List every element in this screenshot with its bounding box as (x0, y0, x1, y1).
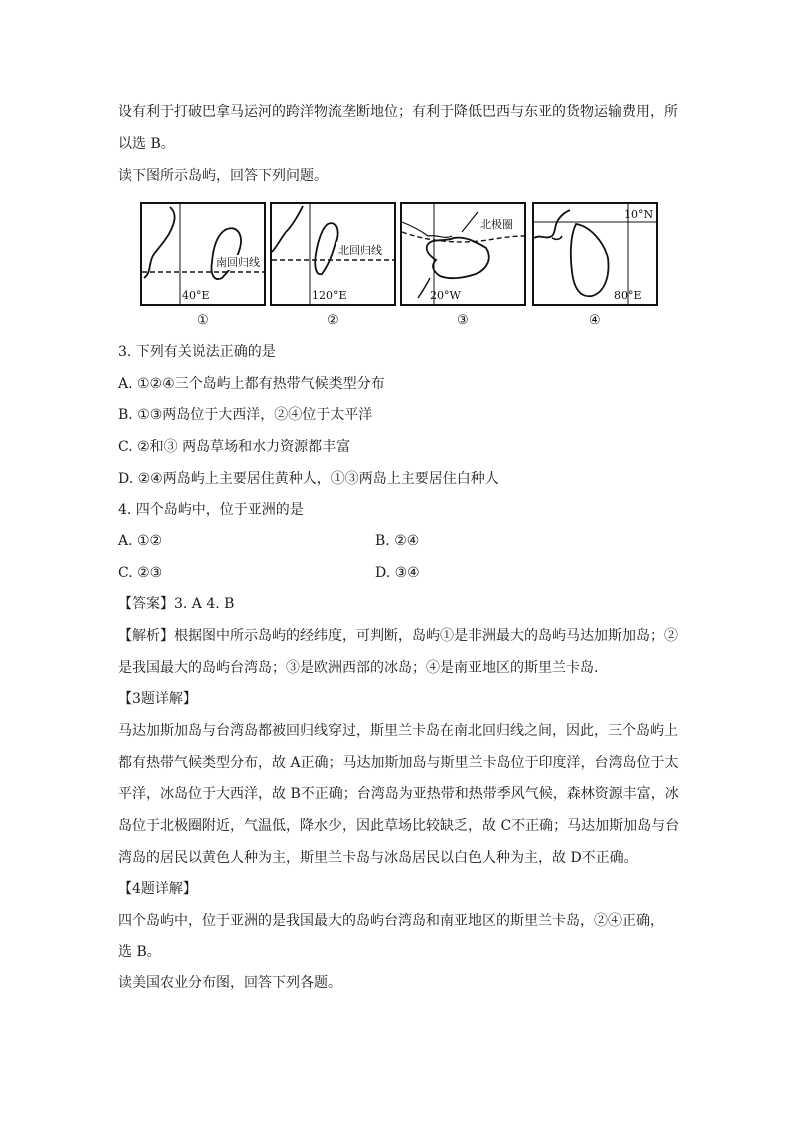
detail4-line-1: 四个岛屿中，位于亚洲的是我国最大的岛屿台湾岛和南亚地区的斯里兰卡岛，②④正确， (118, 913, 664, 929)
detail4-heading: 【4题详解】 (118, 881, 197, 897)
detail4-line-2: 选 B。 (118, 944, 161, 960)
detail3-line-3: 平洋，冰岛位于大西洋，故 B不正确；台湾岛为亚热带和热带季风气候，森林资源丰富，冰 (118, 786, 679, 802)
figure-prompt: 读下图所示岛屿，回答下列问题。 (118, 168, 328, 184)
lat-label-4: 10°N (624, 208, 654, 221)
q3-option-d: D. ②④两岛屿上主要居住黄种人，①③两岛上主要居住白种人 (118, 471, 499, 487)
panel-number-3: ③ (457, 313, 469, 328)
q4-option-d: D. ③④ (375, 565, 420, 581)
map-panel-madagascar (141, 203, 265, 328)
tropic-capricorn-label: 南回归线 (216, 256, 260, 269)
panel-number-1: ① (197, 313, 209, 328)
map-panel-taiwan (271, 203, 395, 328)
panel-number-4: ④ (589, 313, 601, 328)
tropic-cancer-label: 北回归线 (338, 244, 382, 257)
lon-label-1: 40°E (182, 289, 210, 302)
detail3-line-2: 都有热带气候类型分布，故 A正确；马达加斯加岛与斯里兰卡岛位于印度洋，台湾岛位于太 (118, 755, 679, 771)
detail3-line-1: 马达加斯加岛与台湾岛都被回归线穿过，斯里兰卡岛在南北回归线之间，因此，三个岛屿上 (118, 723, 678, 739)
lon-label-2: 120°E (312, 289, 347, 302)
q4-option-c: C. ②③ (118, 565, 163, 581)
q4-option-a: A. ①② (118, 533, 163, 549)
next-question-prompt: 读美国农业分布图，回答下列各题。 (118, 975, 342, 991)
analysis-line-1: 【解析】根据图中所示岛屿的经纬度，可判断，岛屿①是非洲最大的岛屿马达加斯加岛；② (118, 628, 678, 644)
analysis-line-2: 是我国最大的岛屿台湾岛；③是欧洲西部的冰岛；④是南亚地区的斯里兰卡岛. (118, 660, 599, 676)
panel-number-2: ② (327, 313, 339, 328)
q3-option-a: A. ①②④三个岛屿上都有热带气候类型分布 (118, 376, 385, 392)
intro-line-1: 设有利于打破巴拿马运河的跨洋物流垄断地位；有利于降低巴西与东亚的货物运输费用，所 (118, 104, 678, 120)
detail3-line-5: 湾岛的居民以黄色人种为主，斯里兰卡岛与冰岛居民以白色人种为主，故 D不正确。 (118, 850, 638, 866)
q4-stem: 4. 四个岛屿中，位于亚洲的是 (118, 502, 304, 518)
q4-option-b: B. ②④ (375, 533, 420, 549)
detail3-heading: 【3题详解】 (118, 691, 197, 707)
q3-option-b: B. ①③两岛位于大西洋，②④位于太平洋 (118, 407, 373, 423)
map-panel-iceland (401, 203, 525, 328)
detail3-line-4: 岛位于北极圈附近，气温低，降水少，因此草场比较缺乏，故 C不正确；马达加斯加岛与台 (118, 818, 680, 834)
q3-option-c: C. ②和③ 两岛草场和水力资源都丰富 (118, 439, 351, 455)
answer-line: 【答案】3. A 4. B (118, 596, 235, 612)
lon-label-4: 80°E (614, 289, 642, 302)
map-panel-srilanka (533, 203, 657, 328)
island-maps-figure (140, 202, 660, 330)
lon-label-3: 20°W (430, 289, 461, 302)
intro-line-2: 以选 B。 (118, 136, 175, 152)
q3-stem: 3. 下列有关说法正确的是 (118, 344, 276, 360)
arctic-circle-label: 北极圈 (480, 218, 513, 231)
